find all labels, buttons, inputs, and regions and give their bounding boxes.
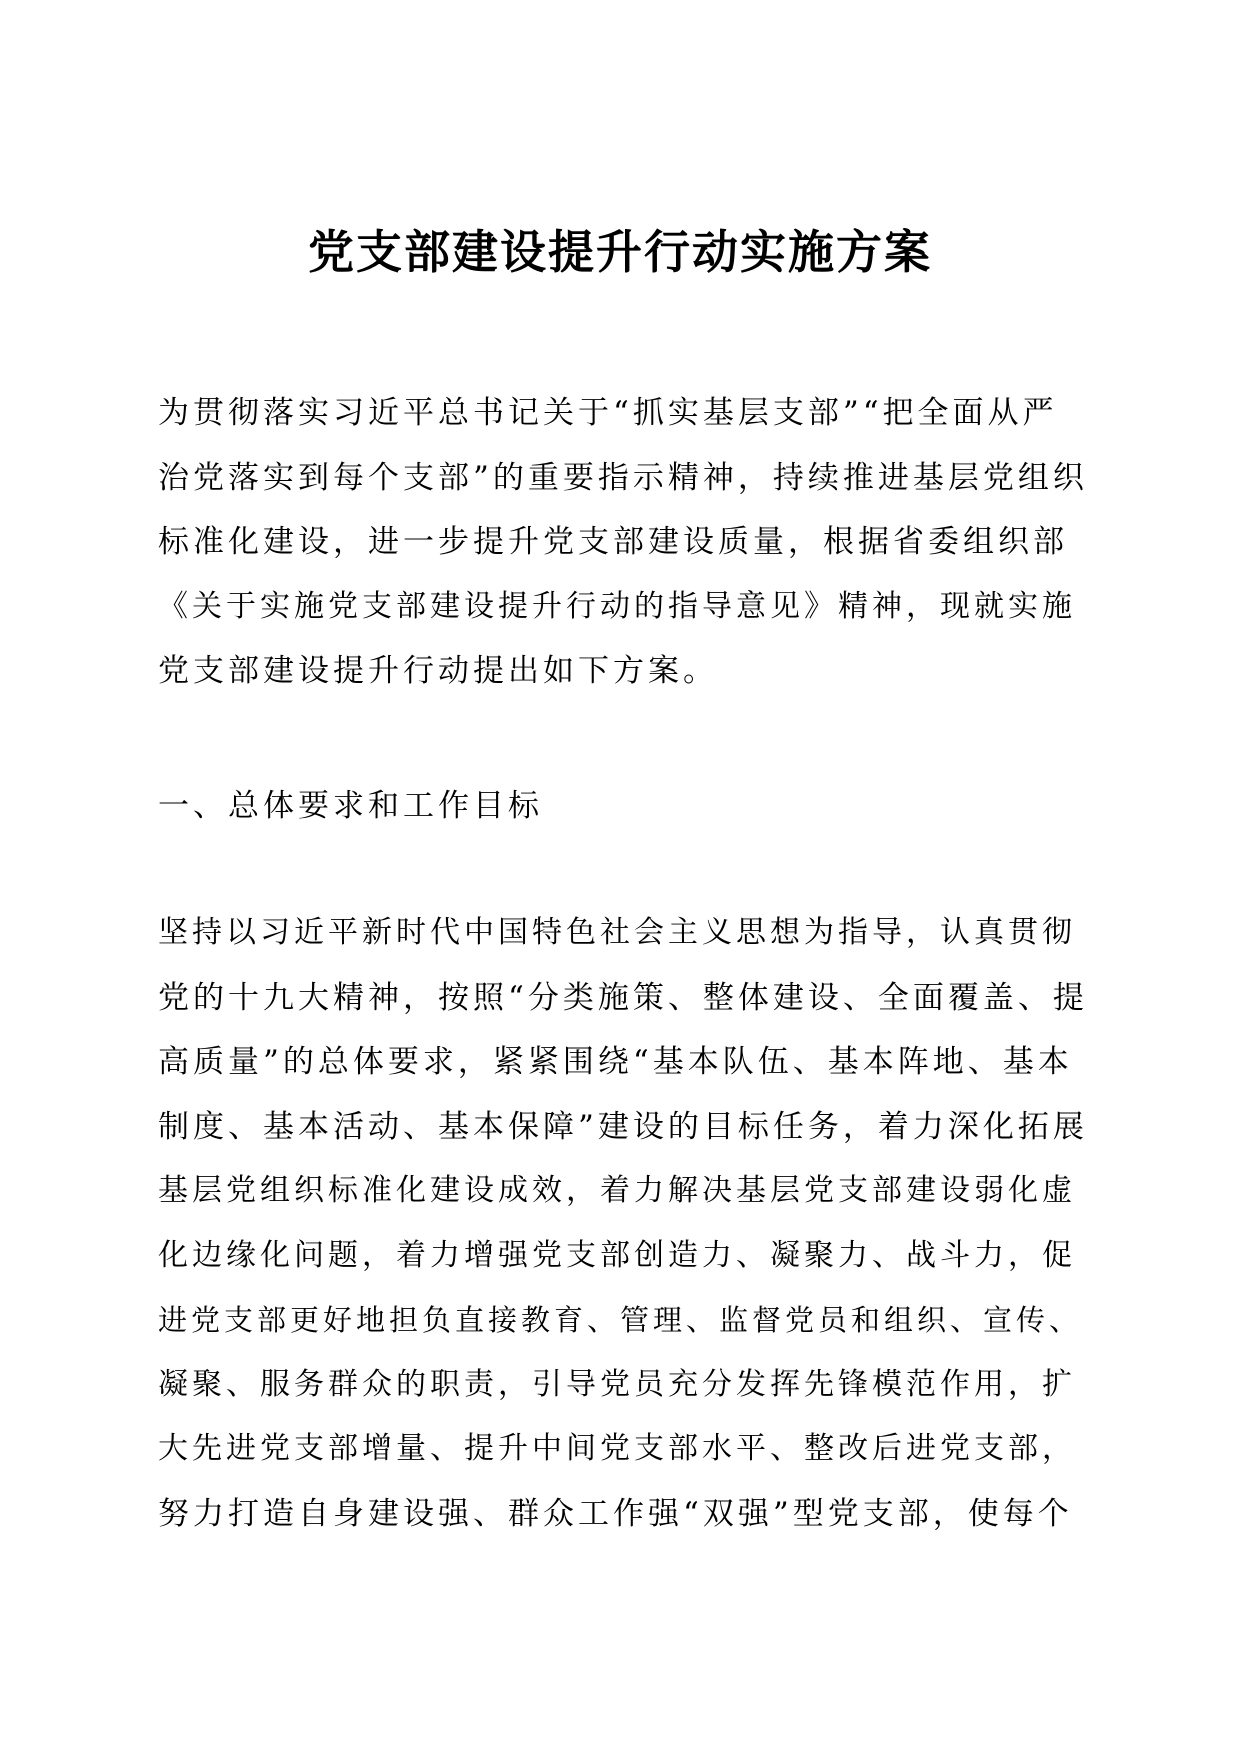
paragraph-line: 进党支部更好地担负直接教育、管理、监督党员和组织、宣传、	[158, 1303, 1083, 1337]
paragraph-line: 制度、基本活动、基本保障”建设的目标任务，着力深化拓展	[158, 1108, 1088, 1145]
paragraph-line: 为贯彻落实习近平总书记关于“抓实基层支部”“把全面从严	[158, 395, 1058, 431]
paragraph-line: 大先进党支部增量、提升中间党支部水平、整改后进党支部，	[158, 1431, 1076, 1466]
section-one-paragraph	[158, 901, 1088, 1546]
section-heading-text: 一、总体要求和工作目标	[158, 788, 543, 824]
paragraph-line: 高质量”的总体要求，紧紧围绕“基本队伍、基本阵地、基本	[158, 1044, 1073, 1080]
paragraph-line: 《关于实施党支部建设提升行动的指导意见》精神，现就实施	[158, 588, 1076, 624]
paragraph-line: 基层党组织标准化建设成效，着力解决基层党支部建设弱化虚	[158, 1173, 1076, 1208]
section-heading	[158, 774, 1088, 839]
intro-paragraph	[158, 381, 1088, 704]
paragraph-line: 凝聚、服务群众的职责，引导党员充分发挥先锋模范作用，扩	[158, 1366, 1076, 1402]
paragraph-line: 努力打造自身建设强、群众工作强“双强”型党支部，使每个	[158, 1495, 1073, 1532]
paragraph-line: 标准化建设，进一步提升党支部建设质量，根据省委组织部	[158, 524, 1068, 560]
paragraph-line: 党支部建设提升行动提出如下方案。	[158, 653, 718, 689]
document-title: 党支部建设提升行动实施方案	[308, 225, 932, 279]
paragraph-line: 坚持以习近平新时代中国特色社会主义思想为指导，认真贯彻	[158, 915, 1076, 950]
paragraph-line: 治党落实到每个支部”的重要指示精神，持续推进基层党组织	[158, 459, 1088, 496]
paragraph-line: 党的十九大精神，按照“分类施策、整体建设、全面覆盖、提	[158, 979, 1088, 1016]
paragraph-line: 化边缘化问题，着力增强党支部创造力、凝聚力、战斗力，促	[158, 1237, 1076, 1273]
